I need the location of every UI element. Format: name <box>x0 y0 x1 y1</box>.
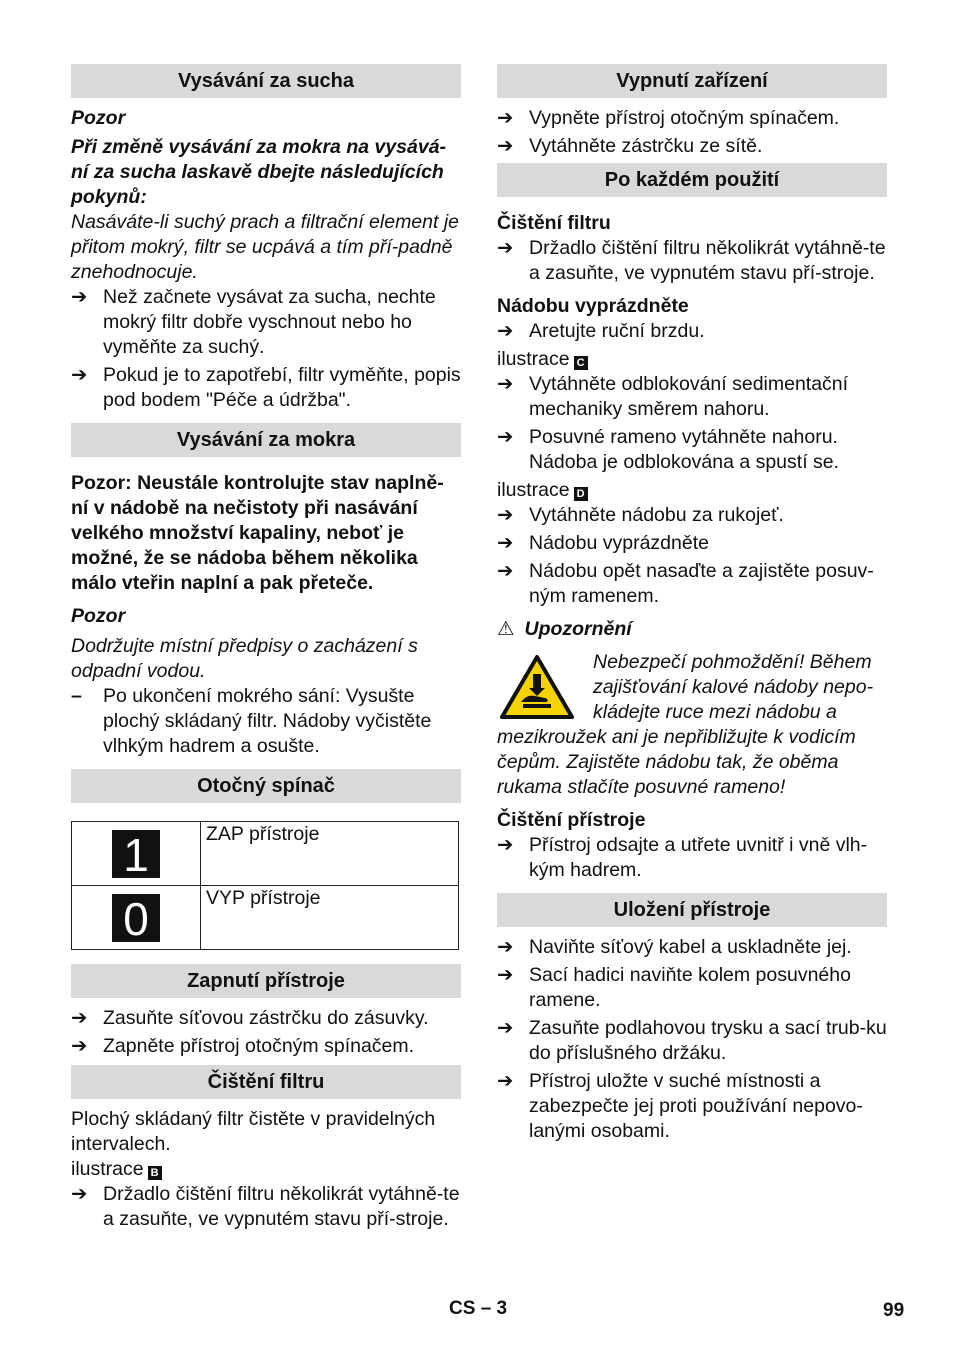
table-row <box>72 886 459 950</box>
list-item: ➔ Zapněte přístroj otočným spínačem. <box>71 1035 415 1057</box>
list-item: ➔ Posuvné rameno vytáhněte nahoru. Nádoba je odblokována a spustí se. <box>497 426 840 473</box>
caution-label: Pozor <box>71 107 126 129</box>
switch-off-text: VYP přístroje <box>201 886 459 950</box>
arrow-icon: ➔ <box>497 560 514 582</box>
arrow-icon: ➔ <box>497 237 514 259</box>
filter-text: Plochý skládaný filtr čistěte v pravidelných intervalech. <box>71 1108 436 1155</box>
crush-hazard-icon <box>499 654 575 720</box>
list-item: ➔ Zasuňte podlahovou trysku a sací trub-ku do příslušného držáku. <box>497 1017 887 1064</box>
arrow-icon: ➔ <box>497 504 514 526</box>
list-item: ➔ Nádobu vyprázdněte <box>497 532 709 554</box>
list-item: ➔ Aretujte ruční brzdu. <box>497 320 705 342</box>
switch-on-text: ZAP přístroje <box>201 822 459 886</box>
subheading-device-cleaning: Čištění přístroje <box>497 809 646 831</box>
list-item: ➔ Nádobu opět nasaďte a zajistěte posuv-ným ramenem. <box>497 560 874 607</box>
list-item: ➔ Zasuňte síťovou zástrčku do zásuvky. <box>71 1007 429 1029</box>
caution-italic-note: Nasáváte-li suchý prach a filtrační element je přitom mokrý, filtr se ucpává a tím pří-padně znehodnocuje. <box>71 211 460 283</box>
arrow-icon: ➔ <box>497 135 514 157</box>
arrow-icon: ➔ <box>497 834 514 856</box>
heading-switch-on: Zapnutí přístroje <box>71 964 461 998</box>
warning-triangle-icon: ⚠ <box>497 618 515 640</box>
arrow-icon: ➔ <box>497 373 514 395</box>
bold-warning: Pozor: Neustále kontrolujte stav naplně-ní v nádobě na nečistoty při nasávání velkého množství kapaliny, neboť je možné, že se nádoba během několika málo vteřin naplní a pak přeteče. <box>71 472 444 594</box>
table-row <box>72 822 459 886</box>
list-item: ➔ Vytáhněte odblokování sedimentační mechaniky směrem nahoru. <box>497 373 849 420</box>
illustration-b-icon: B <box>148 1166 162 1180</box>
list-item: ➔ Sací hadici naviňte kolem posuvného ramene. <box>497 964 851 1011</box>
list-item: ➔ Vytáhněte nádobu za rukojeť. <box>497 504 784 526</box>
arrow-icon: ➔ <box>71 1183 88 1205</box>
switch-table <box>71 821 459 950</box>
heading-after-use: Po každém použití <box>497 163 887 197</box>
illustration-ref: ilustrace C <box>497 347 887 372</box>
caution-italic-note: Dodržujte místní předpisy o zacházení s odpadní vodou. <box>71 635 418 682</box>
arrow-icon: ➔ <box>71 1007 88 1029</box>
dash-bullet: – <box>71 685 82 707</box>
list-item: ➔ Vypněte přístroj otočným spínačem. <box>497 107 840 129</box>
caution-label: Pozor <box>71 605 126 627</box>
list-item: ➔ Držadlo čištění filtru několikrát vytáhně-te a zasuňte, ve vypnutém stavu pří-stroje. <box>71 1183 460 1230</box>
heading-rotary-switch: Otočný spínač <box>71 769 461 803</box>
switch-off-symbol-icon: 0 <box>112 894 160 942</box>
arrow-icon: ➔ <box>497 1070 514 1092</box>
footer-section-label: CS – 3 <box>449 1298 508 1319</box>
list-item: ➔ Držadlo čištění filtru několikrát vytáhně-te a zasuňte, ve vypnutém stavu pří-stroje. <box>497 237 886 284</box>
arrow-icon: ➔ <box>71 286 88 308</box>
warning-heading: ⚠ Upozornění <box>497 618 632 640</box>
arrow-icon: ➔ <box>497 936 514 958</box>
list-item: ➔ Než začnete vysávat za sucha, nechte mokrý filtr dobře vyschnout nebo ho vyměňte za suchý. <box>71 286 436 358</box>
arrow-icon: ➔ <box>497 426 514 448</box>
caution-bold-note: Při změně vysávání za mokra na vysává-ní za sucha laskavě dbejte následujících pokynů: <box>71 136 447 208</box>
warning-text: Nebezpečí pohmoždění! Během zajišťování kalové nádoby nepo-kládejte ruce mezi nádobu a mezikroužek ani je nepřibližujte k vodicím čepům. Zajistěte nádobu tak, že oběma rukama stlačíte posuvné rameno! <box>497 651 874 798</box>
left-column <box>71 64 461 1235</box>
right-column <box>497 64 887 1147</box>
list-item: – Po ukončení mokrého sání: Vysušte plochý skládaný filtr. Nádoby vyčistěte vlhkým hadrem a osušte. <box>71 685 432 757</box>
heading-wet-vacuuming: Vysávání za mokra <box>71 423 461 457</box>
warning-block <box>497 646 887 800</box>
list-item: ➔ Naviňte síťový kabel a uskladněte jej. <box>497 936 852 958</box>
subheading-filter-cleaning: Čištění filtru <box>497 212 611 234</box>
illustration-ref: ilustrace D <box>497 478 887 503</box>
list-item: ➔ Přístroj odsajte a utřete uvnitř i vně vlh-kým hadrem. <box>497 834 868 881</box>
heading-filter-cleaning: Čištění filtru <box>71 1065 461 1099</box>
heading-dry-vacuuming: Vysávání za sucha <box>71 64 461 98</box>
list-item: ➔ Přístroj uložte v suché místnosti a zabezpečte jej proti používání nepovo-lanými osobami. <box>497 1070 863 1142</box>
illustration-c-icon: C <box>574 356 588 370</box>
switch-on-symbol-icon: 1 <box>112 830 160 878</box>
subheading-empty-container: Nádobu vyprázdněte <box>497 295 689 317</box>
arrow-icon: ➔ <box>497 107 514 129</box>
illustration-d-icon: D <box>574 487 588 501</box>
arrow-icon: ➔ <box>497 532 514 554</box>
arrow-icon: ➔ <box>71 364 88 386</box>
arrow-icon: ➔ <box>497 1017 514 1039</box>
page-number: 99 <box>883 1300 905 1321</box>
arrow-icon: ➔ <box>71 1035 88 1057</box>
illustration-ref: ilustrace B <box>71 1157 461 1182</box>
list-item: ➔ Pokud je to zapotřebí, filtr vyměňte, popis pod bodem "Péče a údržba". <box>71 364 461 411</box>
arrow-icon: ➔ <box>497 320 514 342</box>
heading-switch-off: Vypnutí zařízení <box>497 64 887 98</box>
heading-storage: Uložení přístroje <box>497 893 887 927</box>
list-item: ➔ Vytáhněte zástrčku ze sítě. <box>497 135 763 157</box>
arrow-icon: ➔ <box>497 964 514 986</box>
